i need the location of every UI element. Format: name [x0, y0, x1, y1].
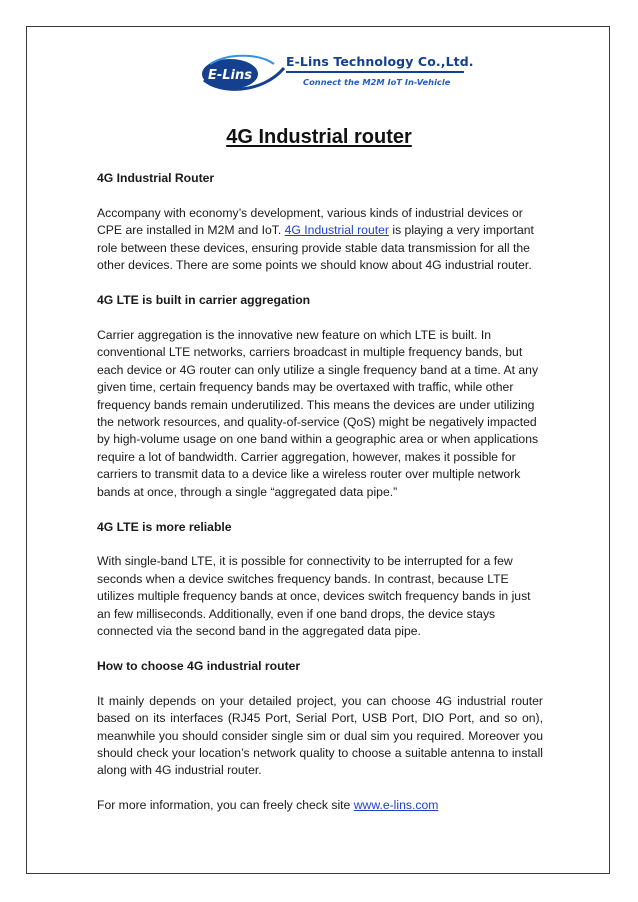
intro-paragraph [97, 205, 543, 275]
logo-divider [286, 71, 464, 73]
carrier-aggregation-paragraph: Carrier aggregation is the innovative new feature on which LTE is built. In conventional LTE networks, carriers broadcast in multiple frequency bands, but each device or 4G router can only utilize a single frequency band at a time. At any given time, certain frequency bands may be overtaxed with traffic, while other frequency bands remain underutilized. This means the devices are under utilizing the network resources, and quality-of-service (QoS) might be negatively impacted by high-volume usage on one band within a geographic area or when applications require a lot of bandwidth. Carrier aggregation, however, makes it possible for carriers to transmit data to a device like a wireless router over multiple network bands at once, through a single “aggregated data pipe.” [97, 327, 539, 499]
logo-mark-text: E-Lins [208, 68, 253, 83]
footer-text: For more information, you can freely check site [97, 798, 354, 813]
4g-industrial-router-link[interactable]: 4G Industrial router [284, 223, 389, 238]
intro-text-before-link: Accompany with economy’s development, various kinds of industrial devices or CPE are installed in M2M and IoT. [97, 205, 523, 238]
choose-router-paragraph: It mainly depends on your detailed project, you can choose 4G industrial router based on its interfaces (RJ45 Port, Serial Port, USB Port, DIO Port, and so on), meanwhile you should consider single sim or dual sim you required. Moreover you should check your location’s network quality to choose a suitable antenna to install along with 4G industrial router. [97, 693, 543, 778]
carrier-aggregation-heading: 4G LTE is built in carrier aggregation [97, 293, 311, 308]
company-name: E-Lins Technology Co.,Ltd. [286, 54, 474, 69]
e-lins-logo-mark [200, 50, 286, 96]
document-title: 4G Industrial router [226, 126, 412, 148]
website-link[interactable]: www.e-lins.com [353, 798, 439, 813]
company-tagline: Connect the M2M IoT In-Vehicle [303, 77, 451, 87]
intro-heading: 4G Industrial Router [97, 171, 215, 185]
choose-router-heading: How to choose 4G industrial router [97, 658, 301, 673]
footer-paragraph [97, 797, 543, 814]
reliable-heading: 4G LTE is more reliable [97, 519, 232, 534]
company-logo [200, 50, 474, 100]
document-body [97, 170, 543, 815]
reliable-paragraph: With single-band LTE, it is possible for connectivity to be interrupted for a few seconds when a device switches frequency bands. In contrast, because LTE utilizes multiple frequency bands at once, devices switch frequency bands in just an few milliseconds. Additionally, even if one band drops, the device stays connected via the second band in the aggregated data pipe. [97, 554, 531, 639]
intro-text-after-link: is playing a very important role between these devices, ensuring provide stable data transmission for all the other devices. There are some points we should know about 4G industrial router. [97, 223, 534, 273]
